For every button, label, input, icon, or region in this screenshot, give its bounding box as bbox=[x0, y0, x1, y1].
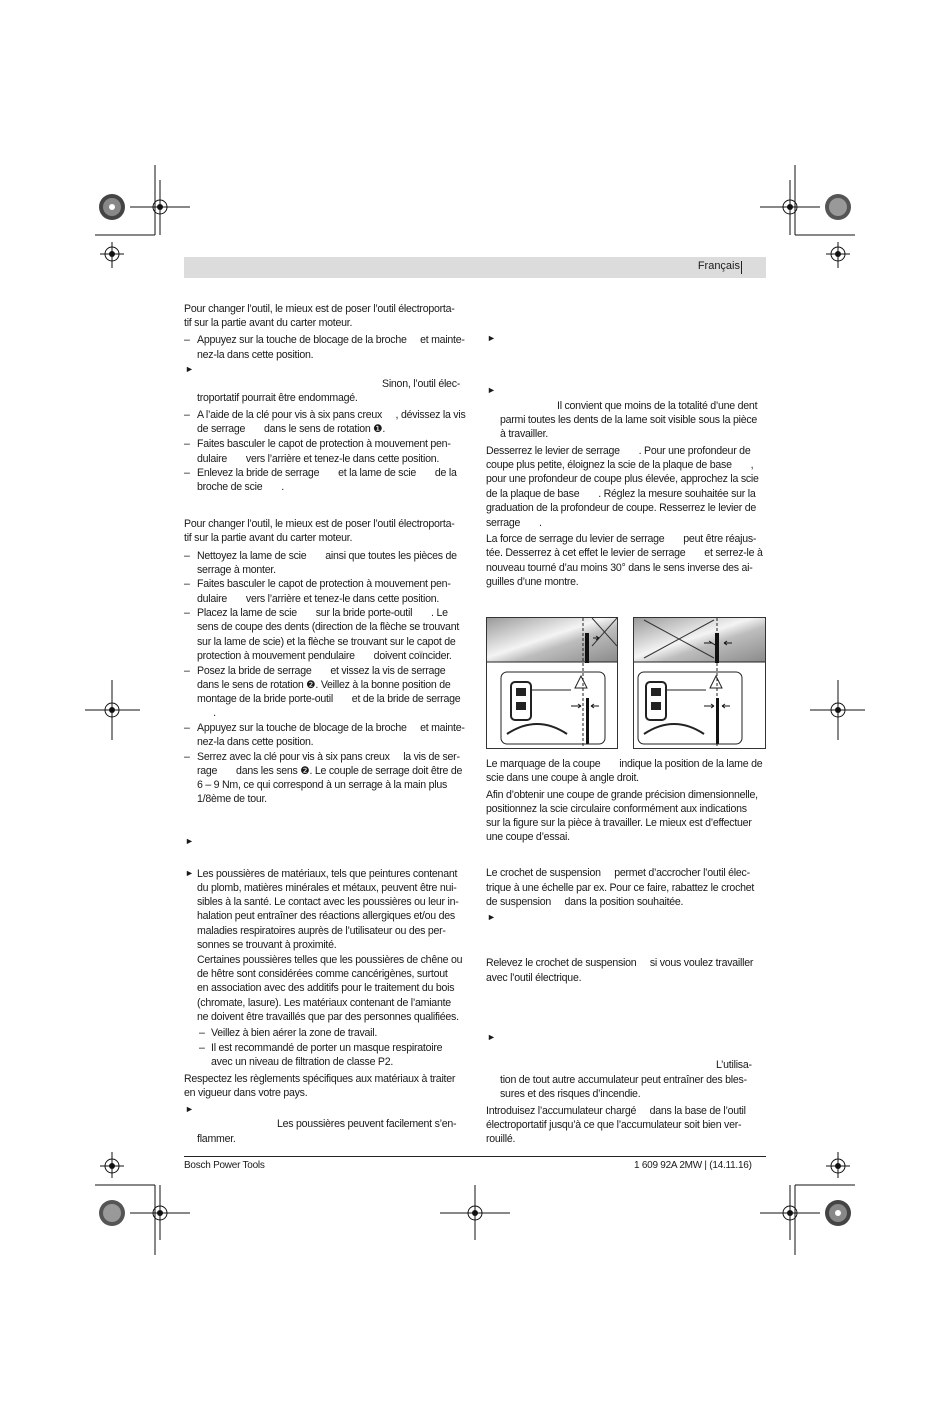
regs-line: en vigueur dans votre pays. bbox=[184, 1087, 308, 1099]
list-item: dulaire vers l’arrière et tenez-le dans cette position. bbox=[197, 453, 440, 465]
list-item: serrage à monter. bbox=[197, 564, 276, 576]
para-line: graduation de la profondeur de coupe. Resserrez le levier de bbox=[486, 502, 757, 514]
list-item: 6 – 9 Nm, ce qui correspond à un serrage à la main plus bbox=[197, 779, 448, 791]
warning-triangle-icon: ► bbox=[185, 1104, 194, 1114]
dash: – bbox=[184, 607, 190, 619]
warning-line: du plomb, matières minérales et métaux, peuvent être nui- bbox=[197, 882, 457, 894]
note-line: Il convient que moins de la totalité d’une dent bbox=[557, 400, 758, 412]
warning-line: halation peut entraîner des réactions allergiques et/ou des bbox=[197, 910, 455, 922]
para-line: pour une profondeur de coupe plus élevée, approchez la scie bbox=[486, 473, 759, 485]
para-line: de la plaque de base . Réglez la mesure souhaitée sur la bbox=[486, 488, 756, 500]
list-item: Faites basculer le capot de protection à mouvement pen- bbox=[197, 578, 451, 590]
warning-line: Les poussières de matériaux, tels que peintures contenant bbox=[197, 868, 458, 880]
saw-diagram-right bbox=[634, 618, 765, 748]
list-item: broche de scie . bbox=[197, 481, 284, 493]
cut-marking-figure-right bbox=[633, 617, 766, 749]
warning-triangle-icon: ► bbox=[487, 385, 496, 395]
warning-triangle-icon: ► bbox=[487, 1032, 496, 1042]
para-line: Desserrez le levier de serrage . Pour une profondeur de bbox=[486, 445, 751, 457]
note-line: parmi toutes les dents de la lame soit visible sous la pièce bbox=[500, 414, 758, 426]
section-title: Français bbox=[697, 260, 740, 272]
list-item: sens de coupe des dents (direction de la flèche se trouvant bbox=[197, 621, 460, 633]
warning-triangle-icon: ► bbox=[185, 836, 194, 846]
note-line: à travailler. bbox=[500, 428, 548, 440]
warning-triangle-icon: ► bbox=[185, 364, 194, 374]
para-line: Le marquage de la coupe indique la position de la lame de bbox=[486, 758, 763, 770]
dash: – bbox=[184, 409, 190, 421]
para-line: La force de serrage du levier de serrage peut être réajus- bbox=[486, 533, 757, 545]
list-item: protection à mouvement pendulaire doivent coïncider. bbox=[197, 650, 452, 662]
para-line: avec l’outil électrique. bbox=[486, 972, 582, 984]
para-line: positionnez la scie circulaire conformément aux indications bbox=[486, 803, 747, 815]
flammable-line: Les poussières peuvent facilement s’en- bbox=[277, 1118, 457, 1130]
intro-line: tif sur la partie avant du carter moteur. bbox=[184, 532, 353, 544]
warning-line: sibles à la santé. Le contact avec les poussières ou leur in- bbox=[197, 896, 459, 908]
para-line: électroportatif jusqu’à ce que l’accumulateur soit bien ver- bbox=[486, 1119, 742, 1131]
warning-line: maladies respiratoires auprès de l’utilisateur ou des per- bbox=[197, 925, 446, 937]
list-item: rage dans les sens ❷. Le couple de serrage doit être de bbox=[197, 765, 463, 777]
list-item: Sinon, l’outil élec- bbox=[382, 378, 461, 390]
intro-line: Pour changer l’outil, le mieux est de poser l’outil électroporta- bbox=[184, 518, 455, 530]
list-item: Posez la bride de serrage et vissez la vis de serrage bbox=[197, 665, 446, 677]
para-line: guilles d’une montre. bbox=[486, 576, 579, 588]
warning-line: tion de tout autre accumulateur peut entraîner des bles- bbox=[500, 1074, 747, 1086]
footer-brand: Bosch Power Tools bbox=[184, 1160, 265, 1171]
dash: – bbox=[184, 751, 190, 763]
dash: – bbox=[184, 722, 190, 734]
page-header-bar bbox=[184, 257, 766, 278]
warning-triangle-icon: ► bbox=[487, 912, 496, 922]
para-line: Relevez le crochet de suspension si vous voulez travailler bbox=[486, 957, 754, 969]
para-line: tée. Desserrez à cet effet le levier de serrage et serrez-le à bbox=[486, 547, 763, 559]
list-item: . bbox=[197, 707, 216, 719]
regs-line: Respectez les règlements spécifiques aux matériaux à traiter bbox=[184, 1073, 456, 1085]
para-line: Introduisez l’accumulateur chargé dans la base de l’outil bbox=[486, 1105, 746, 1117]
para-line: coupe plus petite, éloignez la scie de la plaque de base , bbox=[486, 459, 754, 471]
dash: – bbox=[184, 334, 190, 346]
warning-line: de hêtre sont considérées comme cancérigènes, surtout bbox=[197, 968, 448, 980]
para-line: rouillé. bbox=[486, 1133, 516, 1145]
warning-line: L’utilisa- bbox=[716, 1059, 752, 1071]
list-item: Appuyez sur la touche de blocage de la broche et mainte- bbox=[197, 722, 465, 734]
footer-doc-id: 1 609 92A 2MW | (14.11.16) bbox=[634, 1160, 752, 1171]
list-item: de serrage dans le sens de rotation ❶. bbox=[197, 423, 386, 435]
list-item: troportatif pourrait être endommagé. bbox=[197, 392, 358, 404]
intro-line: Pour changer l’outil, le mieux est de poser l’outil électroporta- bbox=[184, 303, 455, 315]
list-item: A l’aide de la clé pour vis à six pans creux , dévissez la vis bbox=[197, 409, 466, 421]
intro-line: tif sur la partie avant du carter moteur. bbox=[184, 317, 353, 329]
para-line: nouveau tourné d’au moins 30° dans le sens inverse des ai- bbox=[486, 562, 753, 574]
para-line: une coupe d’essai. bbox=[486, 831, 570, 843]
dash: – bbox=[184, 550, 190, 562]
dash: – bbox=[184, 665, 190, 677]
list-item: Serrez avec la clé pour vis à six pans creux la vis de ser- bbox=[197, 751, 460, 763]
list-item: nez-la dans cette position. bbox=[197, 736, 314, 748]
list-item: nez-la dans cette position. bbox=[197, 349, 314, 361]
para-line: trique à une échelle par ex. Pour ce faire, rabattez le crochet bbox=[486, 882, 755, 894]
list-item: Appuyez sur la touche de blocage de la broche et mainte- bbox=[197, 334, 465, 346]
list-item: Nettoyez la lame de scie ainsi que toutes les pièces de bbox=[197, 550, 457, 562]
list-item: Faites basculer le capot de protection à mouvement pen- bbox=[197, 438, 451, 450]
saw-diagram-left bbox=[487, 618, 617, 748]
header-divider bbox=[741, 261, 742, 274]
warning-line: sures et des risques d’incendie. bbox=[500, 1088, 641, 1100]
warning-triangle-icon: ► bbox=[487, 333, 496, 343]
dash: – bbox=[184, 438, 190, 450]
sub-item: avec un niveau de filtration de classe P2. bbox=[211, 1056, 394, 1068]
list-item: Placez la lame de scie sur la bride porte-outil . Le bbox=[197, 607, 448, 619]
warning-triangle-icon: ► bbox=[185, 868, 194, 878]
sub-item: Il est recommandé de porter un masque respiratoire bbox=[211, 1042, 443, 1054]
cut-marking-figure-left bbox=[486, 617, 618, 749]
warning-line: en association avec des additifs pour le traitement du bois bbox=[197, 982, 455, 994]
warning-line: Certaines poussières telles que les poussières de chêne ou bbox=[197, 954, 463, 966]
dash: – bbox=[184, 578, 190, 590]
warning-line: ne doivent être travaillés que par des personnes qualifiées. bbox=[197, 1011, 459, 1023]
warning-line: sonnes se trouvant à proximité. bbox=[197, 939, 337, 951]
dash: – bbox=[184, 467, 190, 479]
para-line: scie dans une coupe à angle droit. bbox=[486, 772, 639, 784]
list-item: dans le sens de rotation ❷. Veillez à la bonne position de bbox=[197, 679, 451, 691]
list-item: dulaire vers l’arrière et tenez-le dans cette position. bbox=[197, 593, 440, 605]
dash: – bbox=[199, 1042, 205, 1054]
list-item: montage de la bride porte-outil et de la bride de serrage bbox=[197, 693, 461, 705]
dash: – bbox=[199, 1027, 205, 1039]
list-item: sur la lame de scie) et la flèche se trouvant sur le capot de bbox=[197, 636, 456, 648]
warning-line: (chromate, lasure). Les matériaux contenant de l’amiante bbox=[197, 997, 451, 1009]
sub-item: Veillez à bien aérer la zone de travail. bbox=[211, 1027, 378, 1039]
list-item: 1/8ème de tour. bbox=[197, 793, 267, 805]
para-line: Afin d’obtenir une coupe de grande précision dimensionnelle, bbox=[486, 789, 758, 801]
para-line: de suspension dans la position souhaitée. bbox=[486, 896, 684, 908]
footer-rule bbox=[184, 1156, 766, 1157]
para-line: sur la figure sur la pièce à travailler. Le mieux est d’effectuer bbox=[486, 817, 752, 829]
flammable-line: flammer. bbox=[197, 1133, 236, 1145]
para-line: serrage . bbox=[486, 517, 542, 529]
list-item: Enlevez la bride de serrage et la lame de scie de la bbox=[197, 467, 457, 479]
para-line: Le crochet de suspension permet d’accrocher l’outil élec- bbox=[486, 867, 750, 879]
